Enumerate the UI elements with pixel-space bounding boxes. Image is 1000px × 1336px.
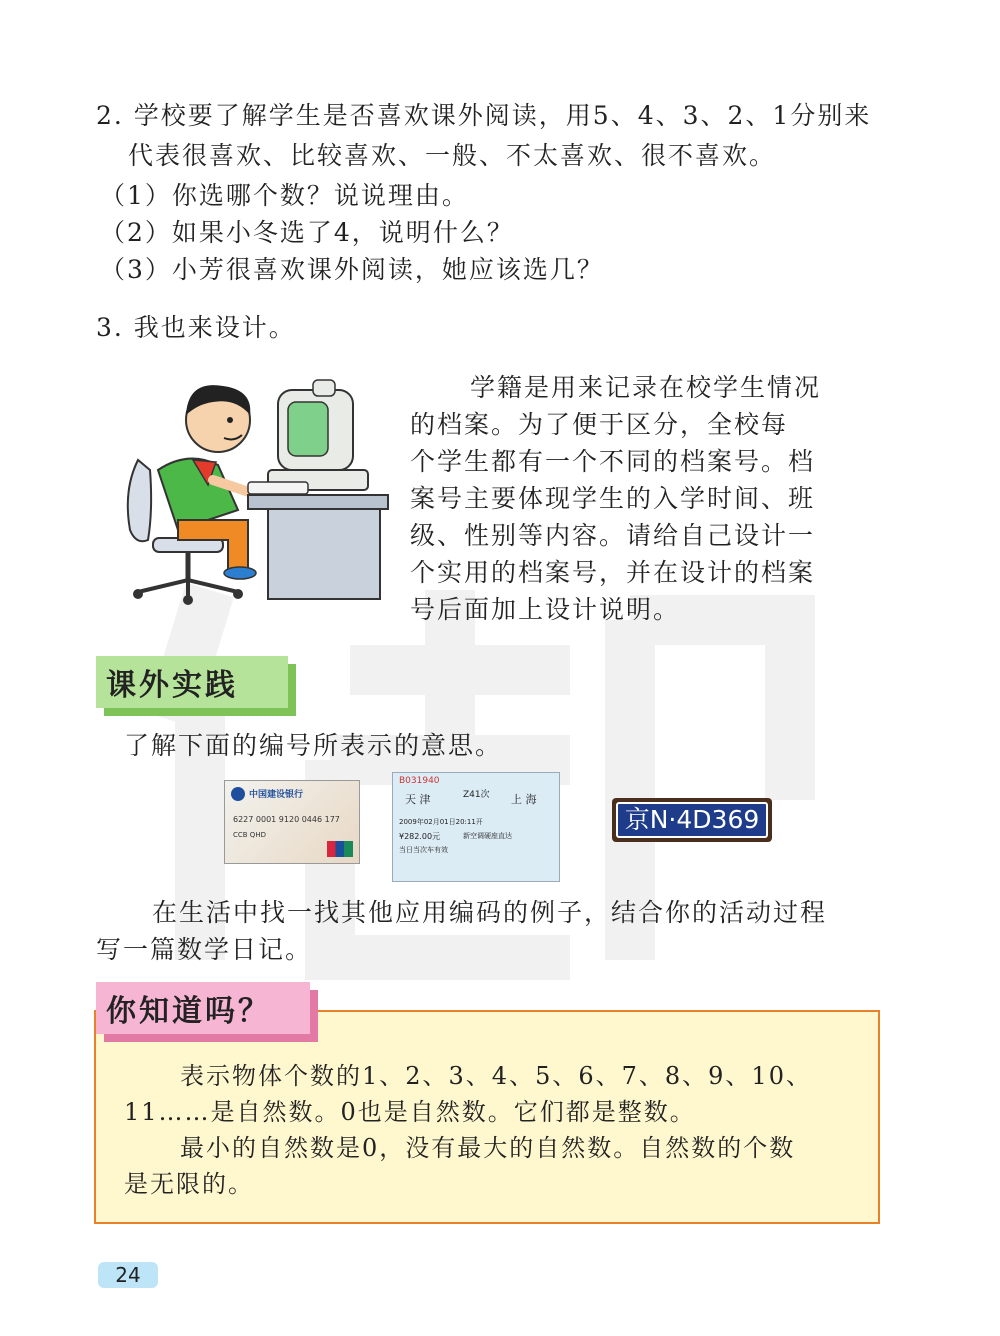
train-ticket-image [392, 772, 560, 882]
q3-para-line3: 个学生都有一个不同的档案号。档 [410, 447, 816, 476]
ticket-date: 2009年02月01日20:11开 [399, 818, 483, 826]
practice-task-line1: 在生活中找一找其他应用编码的例子，结合你的活动过程 [152, 898, 828, 927]
ticket-from: 天 津 [405, 793, 431, 806]
know-line1: 表示物体个数的1、2、3、4、5、6、7、8、9、10、 [180, 1062, 812, 1090]
bank-logo-icon [231, 787, 245, 801]
know-line2: 11……是自然数。0也是自然数。它们都是整数。 [124, 1098, 696, 1126]
ticket-price: ¥282.00元 [399, 832, 441, 841]
q3-title: 3. 我也来设计。 [96, 313, 296, 342]
q3-para-line5: 级、性别等内容。请给自己设计一 [410, 521, 816, 550]
q3-para-line6: 个实用的档案号，并在设计的档案 [410, 558, 816, 587]
license-plate-number: 京N·4D369 [616, 802, 768, 838]
did-you-know-tag: 你知道吗？ [96, 982, 310, 1034]
q2-sub3: （3）小芳很喜欢课外阅读，她应该选几？ [100, 255, 604, 284]
ticket-to: 上 海 [511, 793, 537, 806]
q2-line1: 2. 学校要了解学生是否喜欢课外阅读，用5、4、3、2、1分别来 [96, 101, 872, 130]
q2-line2: 代表很喜欢、比较喜欢、一般、不太喜欢、很不喜欢。 [128, 141, 777, 170]
q2-sub2: （2）如果小冬选了4，说明什么？ [100, 218, 514, 247]
q3-para-line7: 号后面加上设计说明。 [410, 595, 681, 624]
page-number: 24 [98, 1262, 158, 1288]
ticket-train: Z41次 [463, 790, 490, 800]
unionpay-logo-icon [327, 841, 353, 857]
know-line3: 最小的自然数是0，没有最大的自然数。自然数的个数 [180, 1134, 796, 1162]
q2-sub1: （1）你选哪个数？说说理由。 [100, 181, 469, 210]
bank-card-code: CCB QHD [233, 831, 266, 839]
know-line4: 是无限的。 [124, 1170, 254, 1198]
practice-intro: 了解下面的编号所表示的意思。 [124, 731, 503, 760]
license-plate-image [612, 798, 772, 842]
ticket-seat: 新空调硬座直达 [463, 832, 512, 840]
ticket-serial: B031940 [399, 776, 440, 786]
q3-para-line2: 的档案。为了便于区分，全校每 [410, 410, 789, 439]
practice-tag: 课外实践 [96, 656, 288, 708]
boy-at-computer-illustration [118, 370, 390, 606]
q3-para-line1: 学籍是用来记录在校学生情况 [470, 373, 822, 402]
ticket-note: 当日当次车有效 [399, 846, 448, 854]
bank-name: 中国建设银行 [249, 790, 304, 800]
practice-task-line2: 写一篇数学日记。 [96, 935, 313, 964]
bank-card-image [224, 780, 360, 864]
q3-para-line4: 案号主要体现学生的入学时间、班 [410, 484, 816, 513]
bank-card-number: 6227 0001 9120 0446 177 [233, 815, 340, 824]
did-you-know-box [94, 1010, 880, 1224]
